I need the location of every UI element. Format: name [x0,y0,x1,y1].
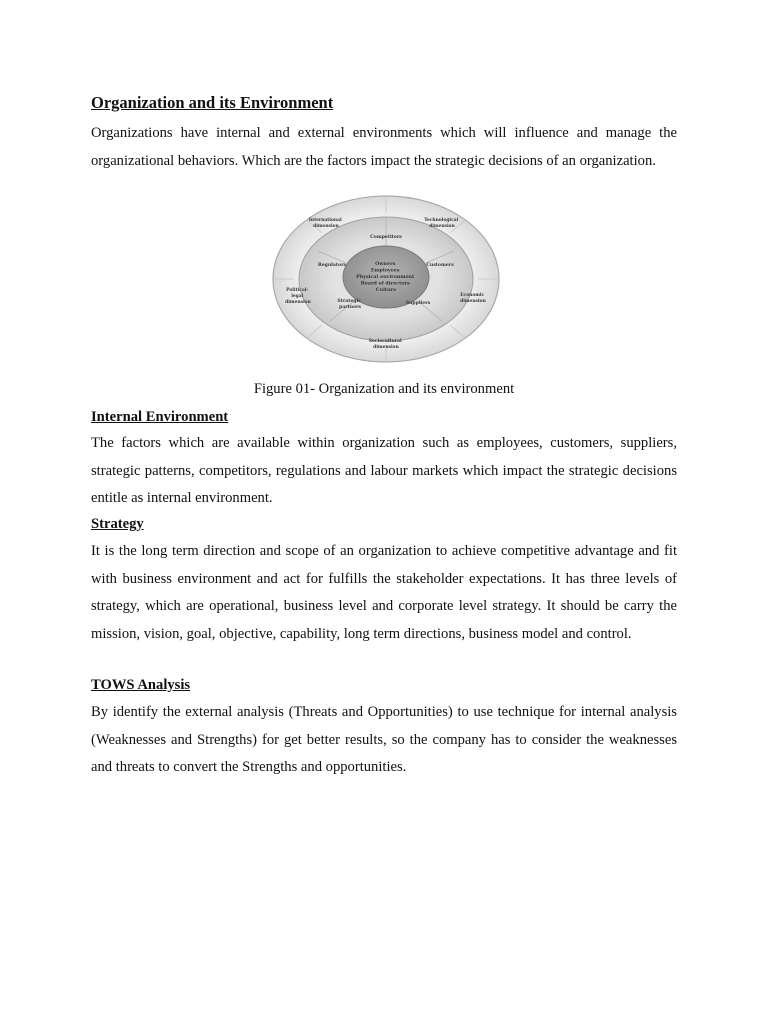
label-sociocultural: Sociocultural dimension [368,339,402,350]
tows-paragraph: By identify the external analysis (Threats and Opportunities) to use technique for internal analysis (Weaknesses and Strengths) for get better results, so the company has to consider the weaknesses and threats to convert the Strengths and opportunities. [91,704,677,776]
strategy-paragraph: It is the long term direction and scope of an organization to achieve competitive advantage and fit with business environment and act for fulfills the stakeholder expectations. It has three levels of strategy, which are operational, business level and corporate level strategy. It should be carry the mission, vision, goal, objective, capability, long term directions, business model and control. [91,543,677,642]
figure-caption: Figure 01- Organization and its environment [253,381,515,397]
label-international: International dimension [308,218,342,229]
page-title: Organization and its Environment [91,93,334,112]
environment-figure [270,193,502,365]
intro-paragraph: Organizations have internal and external environments which will influence and manage the organizational behaviors. Which are the factors impact the strategic decisions of an organization. [91,125,677,169]
label-technological: Technological dimension [424,218,459,229]
internal-environment-heading: Internal Environment [91,409,229,425]
label-suppliers: Suppliers [405,301,431,306]
core-labels: Owners Employees Physical environment Board of directors Culture [356,261,415,293]
label-political-legal: Political- legal dimension [285,288,311,305]
label-customers: Customers [426,263,454,268]
internal-environment-paragraph: The factors which are available within organization such as employees, customers, suppliers, strategic patterns, competitors, regulations and labour markets which impact the strategic decisions entitle as internal environment. [91,435,677,507]
strategy-heading: Strategy [91,516,144,532]
label-strategic-partners: Strategic partners [337,299,362,310]
tows-heading: TOWS Analysis [91,677,191,693]
label-regulators: Regulators [317,263,347,268]
label-economic: Economic dimension [460,293,486,304]
environment-diagram [270,193,502,365]
label-competitors: Competitors [370,235,402,240]
